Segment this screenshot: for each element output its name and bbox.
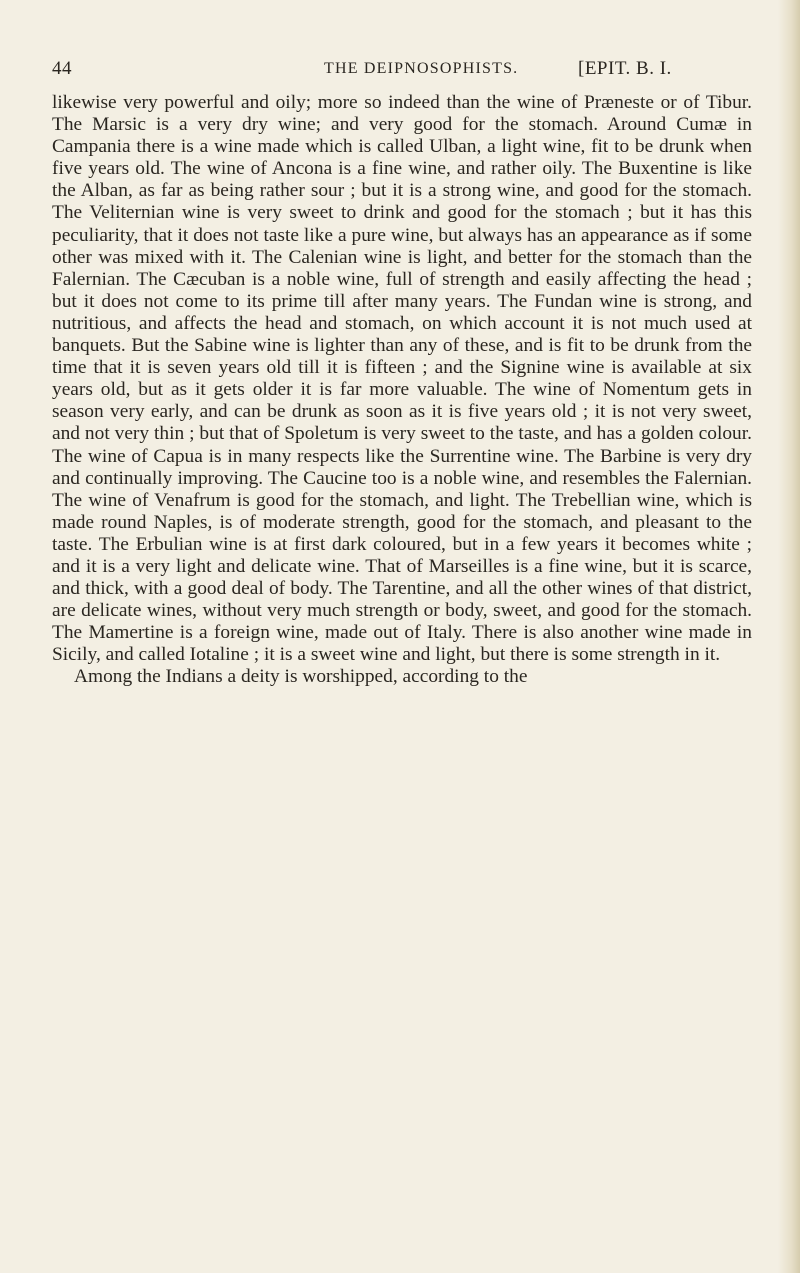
book-title: THE DEIPNOSOPHISTS. — [324, 60, 519, 77]
running-head — [52, 58, 752, 86]
body-text — [52, 92, 752, 689]
page-number: 44 — [52, 58, 72, 79]
paragraph-indians: Among the Indians a deity is worshipped, according to the — [74, 666, 528, 688]
page-edge-shadow — [778, 0, 800, 1273]
paragraph-continuation: likewise very powerful and oily; more so indeed than the wine of Præneste or of Tibur. The Marsic is a very dry wine; and very good for the stomach. Around Cumæ in Campania there is a wine made which is called Ulban, a light wine, fit to be drunk when five years old. The wine of Ancona is a fine wine, and rather oily. The Buxentine is like the Alban, as far as being rather sour ; but it is a strong wine, and good for the stomach. The Veliternian wine is very sweet to drink and good for the stomach ; but it has this peculiarity, that it does not taste like a pure wine, but always has an appearance as if some other was mixed with it. The Calenian wine is light, and better for the stomach than the Falernian. The Cæcuban is a noble wine, full of strength and easily affecting the head ; but it does not come to its prime till after many years. The Fundan wine is strong, and nutritious, and affects the head and stomach, on which account it is not much used at banquets. But the Sabine wine is lighter than any of these, and is fit to be drunk from the time that it is seven years old till it is fifteen ; and the Signine wine is available at six years old, but as it gets older it is far more valuable. The wine of Nomentum gets in season very early, and can be drunk as soon as it is five years old ; it is not very sweet, and not very thin ; but that of Spoletum is very sweet to the taste, and has a golden colour. The wine of Capua is in many respects like the Surrentine wine. The Barbine is very dry and continually improving. The Caucine too is a noble wine, and resembles the Falernian. The wine of Venafrum is good for the stomach, and light. The Trebellian wine, which is made round Naples, is of moderate strength, good for the stomach, and pleasant to the taste. The Erbulian wine is at first dark coloured, but in a few years it becomes white ; and it is a very light and delicate wine. That of Marseilles is a fine wine, but it is scarce, and thick, with a good deal of body. The Tarentine, and all the other wines of that district, are delicate wines, without very much strength or body, sweet, and good for the stomach. The Mamertine is a foreign wine, made out of Italy. There is also another wine made in Sicily, and called Iotaline ; it is a sweet wine and light, but there is some strength in it. — [52, 92, 752, 666]
section-reference: [EPIT. B. I. — [578, 58, 672, 79]
